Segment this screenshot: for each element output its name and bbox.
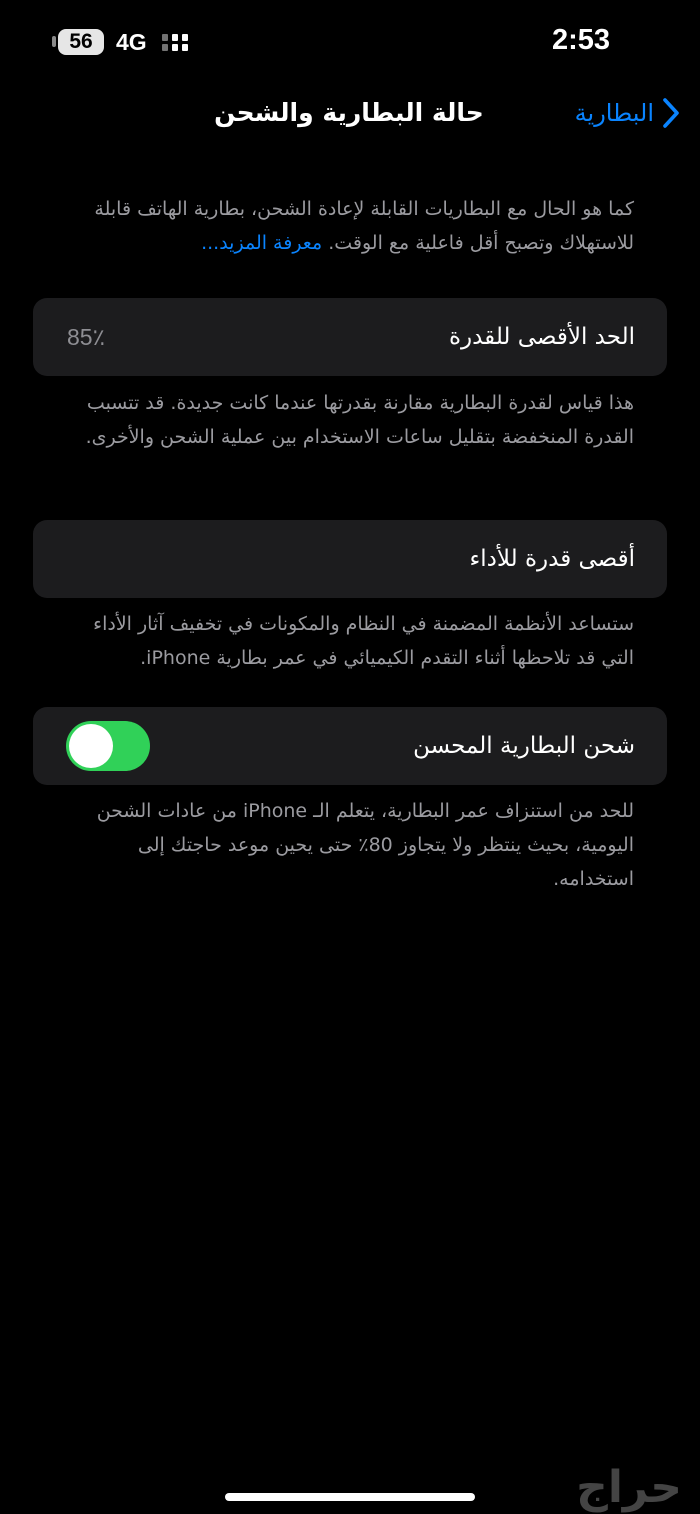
navigation-bar: [0, 84, 700, 146]
optimized-charging-toggle[interactable]: [66, 721, 150, 771]
signal-icon: [160, 30, 200, 54]
home-indicator[interactable]: [225, 1493, 475, 1501]
optimized-charging-label: شحن البطارية المحسن: [413, 733, 635, 759]
learn-more-link[interactable]: معرفة المزيد...: [201, 232, 323, 254]
chevron-right-icon: [662, 97, 680, 129]
watermark-logo: حراج: [576, 1462, 682, 1513]
back-button[interactable]: [575, 96, 680, 130]
page-title-text: حالة البطارية والشحن: [214, 98, 484, 127]
intro-text: [60, 192, 634, 260]
max-capacity-value: 85٪: [67, 324, 105, 350]
intro-body: كما هو الحال مع البطاريات القابلة لإعادة الشحن، بطارية الهاتف قابلة للاستهلاك وتصبح أقل فاعلية مع الوقت.: [94, 198, 634, 254]
max-capacity-description: هذا قياس لقدرة البطارية مقارنة بقدرتها عندما كانت جديدة. قد تتسبب القدرة المنخفضة بتقليل ساعات الاستخدام بين عملية الشحن والأخرى.: [85, 392, 634, 448]
clock: 2:53: [551, 24, 610, 56]
peak-performance-description: ستساعد الأنظمة المضمنة في النظام والمكونات في تخفيف آثار الأداء التي قد تلاحظها أثناء التقدم الكيميائي في عمر بطارية iPhone.: [93, 613, 634, 669]
status-bar: [0, 0, 700, 84]
battery-cap: [52, 36, 56, 47]
back-button-label: البطارية: [574, 99, 654, 127]
optimized-charging-row: [33, 707, 667, 785]
battery-indicator: 56: [58, 29, 104, 55]
toggle-knob: [69, 724, 113, 768]
max-capacity-row: [33, 298, 667, 376]
optimized-charging-description: للحد من استنزاف عمر البطارية، يتعلم الـ iPhone من عادات الشحن اليومية، بحيث ينتظر ولا يتجاوز 80٪ حتى يحين موعد حاجتك إلى استخدامه.: [96, 800, 634, 890]
network-type: 4G: [116, 29, 147, 55]
max-capacity-label: الحد الأقصى للقدرة: [448, 324, 635, 350]
peak-performance-row: [33, 520, 667, 598]
peak-performance-label: أقصى قدرة للأداء: [469, 546, 635, 572]
